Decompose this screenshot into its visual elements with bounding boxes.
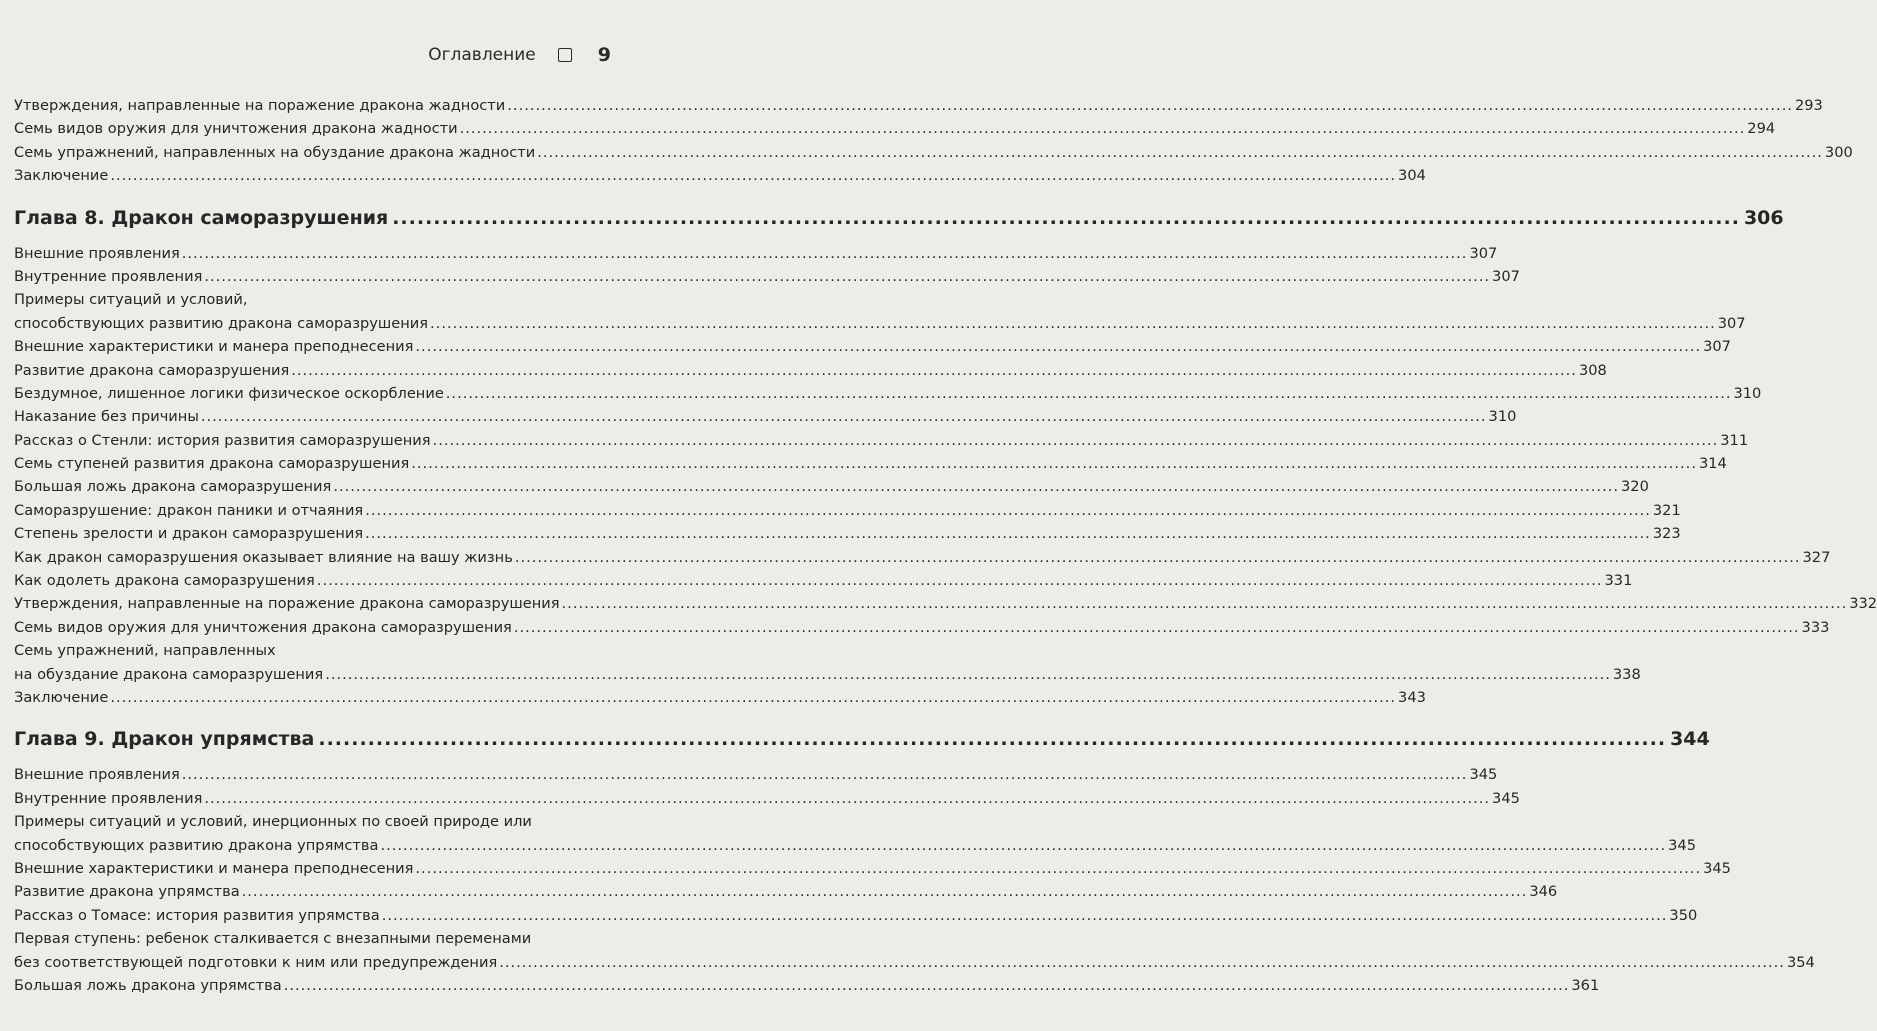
entry-page: 361 — [1571, 976, 1600, 994]
toc-entry — [14, 359, 1607, 382]
toc-entry — [14, 475, 1649, 498]
square-icon — [558, 48, 572, 62]
dot-leader — [562, 592, 1848, 615]
entry-page: 333 — [1801, 618, 1830, 636]
toc-entry — [14, 288, 613, 311]
dot-leader — [317, 569, 1603, 592]
dot-leader — [182, 242, 1468, 265]
entry-title: Утверждения, направленные на поражение дракона жадности — [14, 97, 506, 114]
entry-title: Рассказ о Стенли: история развития саморазрушения — [14, 431, 431, 449]
entry-page: 323 — [1652, 525, 1681, 543]
toc-entry — [14, 834, 1696, 857]
dot-leader — [537, 141, 1823, 164]
entry-page: 310 — [1733, 384, 1762, 402]
entry-title: Рассказ о Томасе: история развития упрямства — [14, 906, 380, 924]
entry-title: Развитие дракона саморазрушения — [14, 361, 290, 379]
dot-leader — [415, 335, 1701, 358]
entry-title: Внешние проявления — [14, 244, 180, 262]
entry-title: Семь упражнений, направленных на обуздание дракона жадности — [14, 143, 536, 161]
entry-title: без соответствующей подготовки к ним или предупреждения — [14, 953, 498, 971]
toc-entry — [14, 663, 1641, 686]
toc-entry — [14, 429, 1749, 452]
entry-page: 350 — [1669, 906, 1698, 924]
entry-page: 345 — [1492, 789, 1520, 807]
dot-leader — [460, 117, 1746, 140]
entry-page: 338 — [1612, 665, 1641, 683]
header-title: Оглавление — [428, 45, 536, 65]
entry-page: 300 — [1824, 143, 1853, 161]
entry-page: 310 — [1488, 408, 1517, 426]
toc-entry — [14, 904, 1698, 927]
toc-entry — [14, 857, 1731, 880]
dot-leader — [499, 951, 1785, 974]
toc-entry — [14, 452, 1727, 475]
entry-page: 331 — [1604, 572, 1633, 590]
entry-page: 307 — [1469, 244, 1498, 262]
entry-title: Семь ступеней развития дракона саморазрушения — [14, 455, 410, 473]
toc-entry — [14, 951, 1815, 974]
entry-page: 320 — [1621, 478, 1649, 496]
chapter-page: 344 — [1670, 728, 1710, 751]
entry-page: 304 — [1398, 167, 1426, 185]
toc-entry — [14, 686, 1426, 709]
entry-title: Семь упражнений, направленных — [14, 642, 276, 660]
chapter-heading — [14, 721, 1710, 757]
entry-page: 345 — [1469, 766, 1498, 784]
entry-page: 327 — [1802, 548, 1831, 566]
entry-title: Семь видов оружия для уничтожения дракона саморазрушения — [14, 618, 512, 636]
entry-page: 345 — [1668, 836, 1696, 854]
toc-entry — [14, 810, 613, 833]
entry-title: Внутренние проявления — [14, 267, 203, 285]
toc-entry — [14, 763, 1498, 786]
entry-page: 311 — [1720, 431, 1749, 449]
entry-page: 307 — [1492, 267, 1520, 285]
dot-leader — [380, 834, 1666, 857]
entry-page: 343 — [1398, 688, 1426, 706]
chapter-heading — [14, 200, 1784, 236]
entry-title: Наказание без причины — [14, 408, 199, 426]
dot-leader — [284, 974, 1570, 997]
entry-title: Примеры ситуаций и условий, — [14, 291, 248, 309]
entry-page: 308 — [1578, 361, 1607, 379]
toc-entry — [14, 94, 1823, 117]
spacer — [14, 709, 613, 721]
toc-entry — [14, 522, 1681, 545]
entry-title: Саморазрушение: дракон паники и отчаяния — [14, 501, 364, 519]
entry-title: на обуздание дракона саморазрушения — [14, 665, 324, 683]
chapter-page: 306 — [1743, 206, 1784, 229]
toc-entry — [14, 616, 1830, 639]
toc-entry — [14, 164, 1426, 187]
toc-entry — [14, 592, 1877, 615]
entry-title: способствующих развитию дракона упрямства — [14, 836, 379, 854]
dot-leader — [333, 475, 1619, 498]
dot-leader — [291, 359, 1577, 382]
toc-entry — [14, 141, 1853, 164]
toc-entry — [14, 880, 1558, 903]
entry-page: 332 — [1849, 595, 1877, 613]
chapter-title: Глава 9. Дракон упрямства — [14, 728, 315, 751]
entry-title: Внешние характеристики и манера преподнесения — [14, 859, 414, 877]
entry-page: 345 — [1703, 859, 1731, 877]
dot-leader — [242, 880, 1528, 903]
dot-leader — [110, 686, 1396, 709]
dot-leader — [515, 546, 1801, 569]
toc-entry — [14, 569, 1633, 592]
toc-entry — [14, 639, 613, 662]
dot-leader — [365, 522, 1651, 545]
dot-leader — [318, 721, 1666, 757]
entry-title: Внешние проявления — [14, 766, 180, 784]
toc-entry — [14, 382, 1762, 405]
entry-title: Развитие дракона упрямства — [14, 883, 240, 901]
entry-title: Как одолеть дракона саморазрушения — [14, 572, 315, 590]
entry-title: Степень зрелости и дракон саморазрушения — [14, 525, 364, 543]
dot-leader — [514, 616, 1800, 639]
entry-title: Внутренние проявления — [14, 789, 203, 807]
toc-entry — [14, 265, 1520, 288]
dot-leader — [411, 452, 1697, 475]
dot-leader — [392, 200, 1740, 236]
dot-leader — [182, 763, 1468, 786]
toc-entry — [14, 499, 1681, 522]
dot-leader — [365, 499, 1651, 522]
entry-page: 321 — [1652, 501, 1681, 519]
toc-entry — [14, 787, 1520, 810]
entry-title: способствующих развитию дракона саморазрушения — [14, 314, 429, 332]
entry-page: 346 — [1529, 883, 1558, 901]
entry-page: 294 — [1747, 120, 1776, 138]
running-header — [0, 44, 611, 66]
toc-entry — [14, 974, 1600, 997]
toc-entry — [14, 335, 1731, 358]
toc-entry — [14, 546, 1831, 569]
dot-leader — [204, 787, 1490, 810]
toc-entry — [14, 927, 613, 950]
entry-page: 354 — [1786, 953, 1815, 971]
entry-title: Бездумное, лишенное логики физическое оскорбление — [14, 384, 444, 402]
entry-title: Семь видов оружия для уничтожения дракона жадности — [14, 120, 458, 138]
dot-leader — [446, 382, 1732, 405]
entry-title: Заключение — [14, 167, 109, 185]
entry-title: Большая ложь дракона саморазрушения — [14, 478, 332, 496]
dot-leader — [382, 904, 1668, 927]
toc-entry — [14, 242, 1498, 265]
dot-leader — [433, 429, 1719, 452]
table-of-contents — [14, 94, 1877, 997]
chapter-title: Глава 8. Дракон саморазрушения — [14, 206, 389, 229]
toc-entry — [14, 312, 1746, 335]
entry-page: 293 — [1794, 97, 1823, 114]
dot-leader — [507, 94, 1793, 117]
entry-title: Первая ступень: ребенок сталкивается с внезапными переменами — [14, 930, 532, 948]
entry-title: Внешние характеристики и манера преподнесения — [14, 338, 414, 356]
entry-title: Заключение — [14, 688, 109, 706]
toc-entry — [14, 405, 1517, 428]
entry-title: Примеры ситуаций и условий, инерционных по своей природе или — [14, 813, 532, 831]
dot-leader — [415, 857, 1701, 880]
dot-leader — [325, 663, 1611, 686]
spacer — [14, 188, 613, 200]
header-page-number: 9 — [597, 44, 611, 66]
entry-page: 307 — [1703, 338, 1731, 356]
dot-leader — [204, 265, 1490, 288]
entry-title: Как дракон саморазрушения оказывает влияние на вашу жизнь — [14, 548, 513, 566]
entry-page: 307 — [1717, 314, 1746, 332]
toc-entry — [14, 117, 1776, 140]
entry-title: Большая ложь дракона упрямства — [14, 976, 282, 994]
dot-leader — [201, 405, 1487, 428]
entry-title: Утверждения, направленные на поражение дракона саморазрушения — [14, 595, 560, 613]
dot-leader — [430, 312, 1716, 335]
entry-page: 314 — [1698, 455, 1727, 473]
dot-leader — [110, 164, 1396, 187]
